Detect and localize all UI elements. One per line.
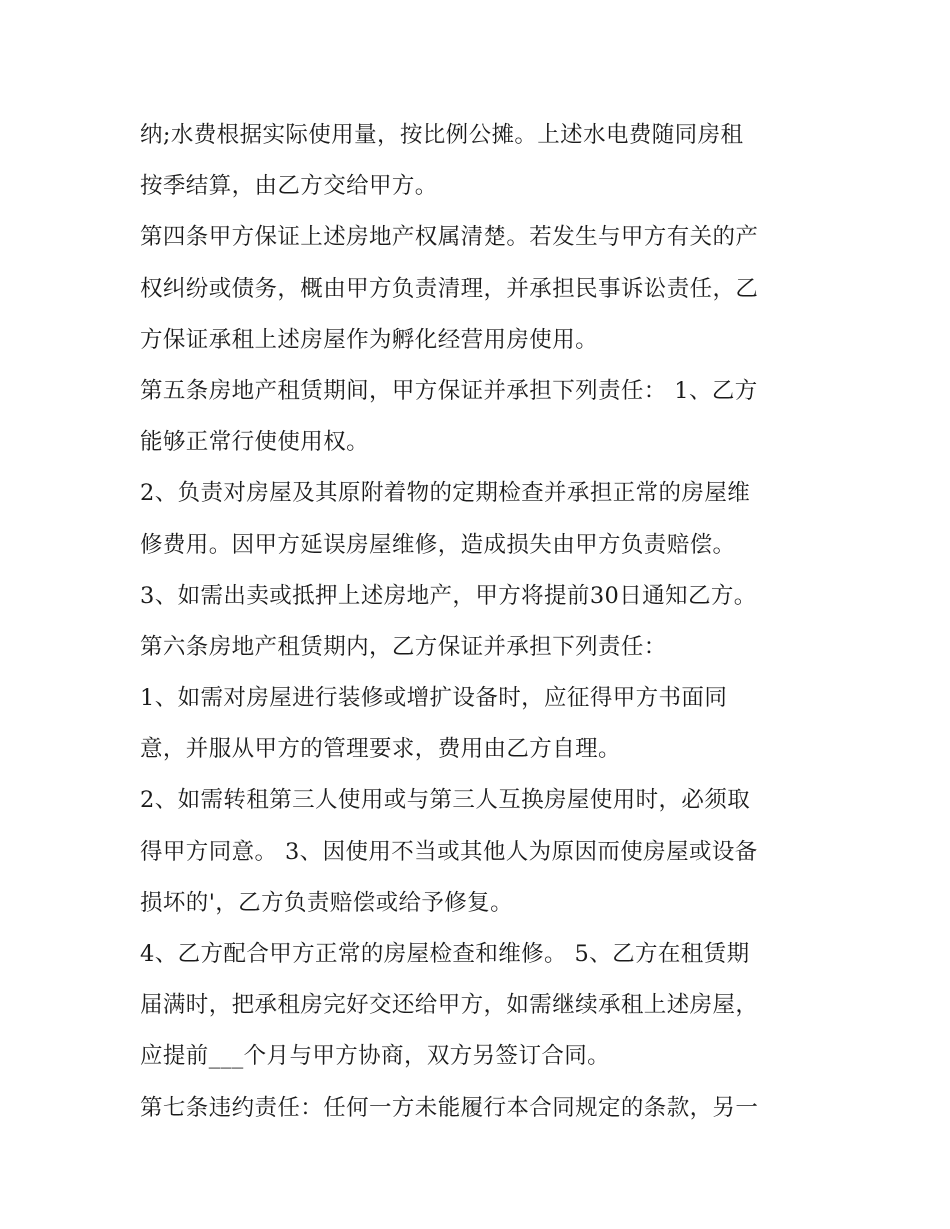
text-line: 届满时，把承租房完好交还给甲方，如需继续承租上述房屋， bbox=[140, 992, 759, 1019]
text-line: 应提前___个月与甲方协商，双方另签订合同。 bbox=[140, 1043, 611, 1070]
contract-body bbox=[140, 110, 820, 1134]
text-line: 修费用。因甲方延误房屋维修，造成损失由甲方负责赔偿。 bbox=[140, 531, 736, 558]
text-line: 1、如需对房屋进行装修或增扩设备时，应征得甲方书面同 bbox=[140, 685, 728, 712]
text-line: 权纠纷或债务，概由甲方负责清理，并承担民事诉讼责任，乙 bbox=[140, 275, 759, 302]
text-line: 2、负责对房屋及其原附着物的定期检查并承担正常的房屋维 bbox=[140, 480, 751, 507]
text-line: 纳;水费根据实际使用量，按比例公摊。上述水电费随同房租 bbox=[140, 122, 744, 148]
text-line: 能够正常行使使用权。 bbox=[140, 429, 370, 456]
text-line: 得甲方同意。 3、因使用不当或其他人为原因而使房屋或设备 bbox=[140, 838, 758, 865]
text-line: 第七条违约责任：任何一方未能履行本合同规定的条款，另一 bbox=[140, 1094, 759, 1121]
text-line: 第五条房地产租赁期间，甲方保证并承担下列责任： 1、乙方 bbox=[140, 377, 758, 404]
text-line: 损坏的'，乙方负责赔偿或给予修复。 bbox=[140, 889, 513, 916]
text-line: 第六条房地产租赁期内，乙方保证并承担下列责任： bbox=[140, 633, 667, 660]
text-line: 3、如需出卖或抵押上述房地产，甲方将提前30日通知乙方。 bbox=[140, 582, 757, 609]
text-line: 按季结算，由乙方交给甲方。 bbox=[140, 173, 438, 200]
text-line: 4、乙方配合甲方正常的房屋检查和维修。 5、乙方在租赁期 bbox=[140, 941, 750, 967]
text-line: 第四条甲方保证上述房地产权属清楚。若发生与甲方有关的产 bbox=[140, 224, 759, 251]
text-line: 2、如需转租第三人使用或与第三人互换房屋使用时，必须取 bbox=[140, 787, 751, 814]
text-line: 方保证承租上述房屋作为孵化经营用房使用。 bbox=[140, 326, 599, 353]
text-line: 意，并服从甲方的管理要求，费用由乙方自理。 bbox=[140, 736, 621, 763]
